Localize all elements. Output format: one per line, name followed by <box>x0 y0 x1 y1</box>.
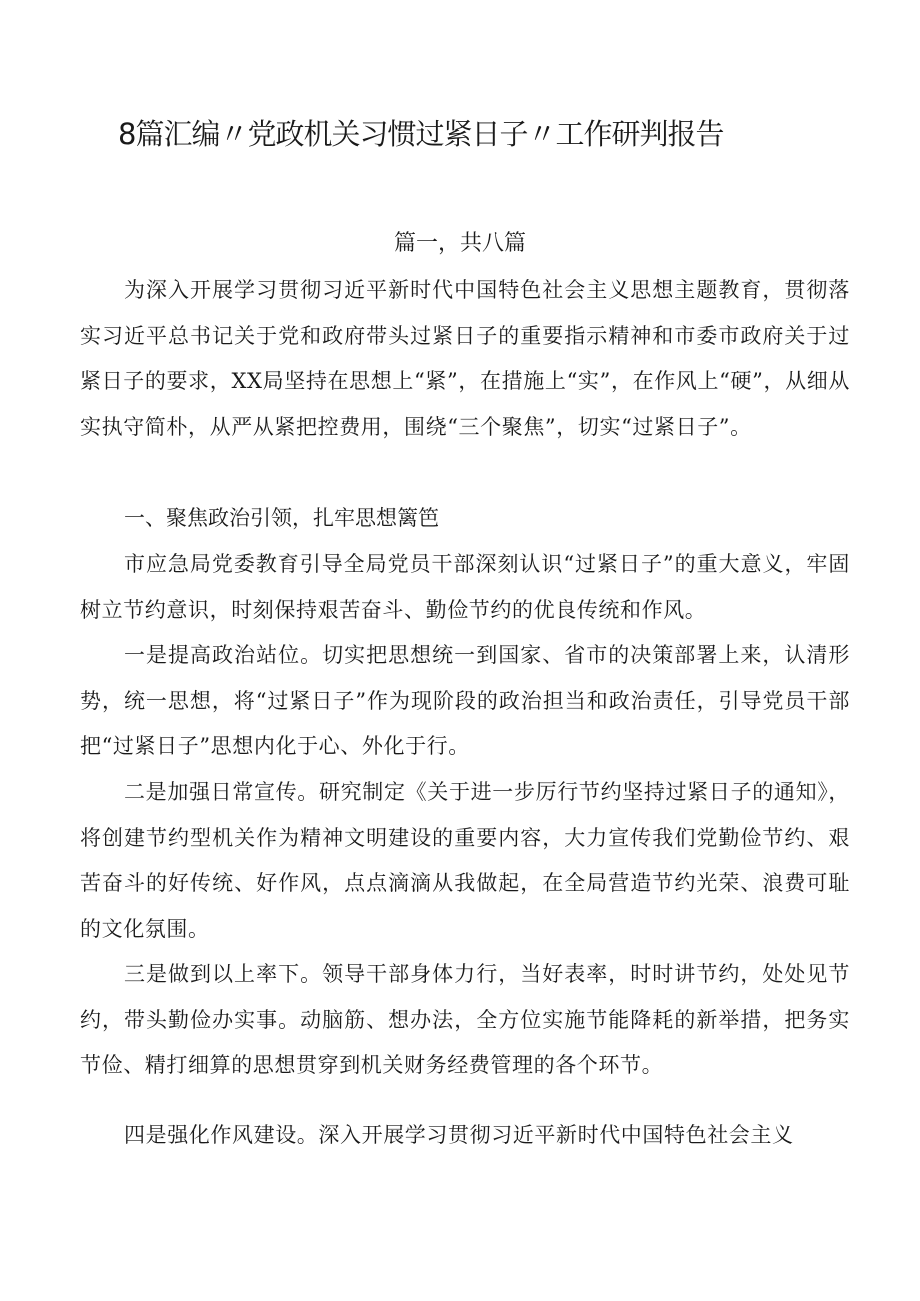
paragraph-intro: 为深入开展学习贯彻习近平新时代中国特色社会主义思想主题教育，贯彻落实习近平总书记关于党和政府带头过紧日子的重要指示精神和市委市政府关于过紧日子的要求，XX局坚持在思想上“紧”，在措施上“实”，在作风上“硬”，从细从实执守简朴，从严从紧把控费用，围绕“三个聚焦”，切实“过紧日子”。 <box>80 278 850 439</box>
section-heading: 一、聚焦政治引领，扎牢思想篱笆 <box>124 506 439 530</box>
paragraph: 三是做到以上率下。领导干部身体力行，当好表率，时时讲节约，处处见节约，带头勤俭办实事。动脑筋、想办法，全方位实施节能降耗的新举措，把务实节俭、精打细算的思想贯穿到机关财务经费管理的各个环节。 <box>80 962 850 1077</box>
paragraph: 一是提高政治站位。切实把思想统一到国家、省市的决策部署上来，认清形势，统一思想，将“过紧日子”作为现阶段的政治担当和政治责任，引导党员干部把“过紧日子”思想内化于心、外化于行。 <box>80 643 850 758</box>
document-title: 8篇汇编〃党政机关习惯过紧日子〃工作研判报告 <box>118 117 724 151</box>
paragraph: 四是强化作风建设。深入开展学习贯彻习近平新时代中国特色社会主义 <box>124 1123 794 1147</box>
paragraph: 市应急局党委教育引导全局党员干部深刻认识“过紧日子”的重大意义，牢固树立节约意识，时刻保持艰苦奋斗、勤俭节约的优良传统和作风。 <box>80 552 850 622</box>
paragraph: 二是加强日常宣传。研究制定《关于进一步厉行节约坚持过紧日子的通知》，将创建节约型机关作为精神文明建设的重要内容，大力宣传我们党勤俭节约、艰苦奋斗的好传统、好作风，点点滴滴从我做起，在全局营造节约光荣、浪费可耻的文化氛围。 <box>80 780 850 941</box>
section-title: 篇一，共八篇 <box>393 231 526 256</box>
